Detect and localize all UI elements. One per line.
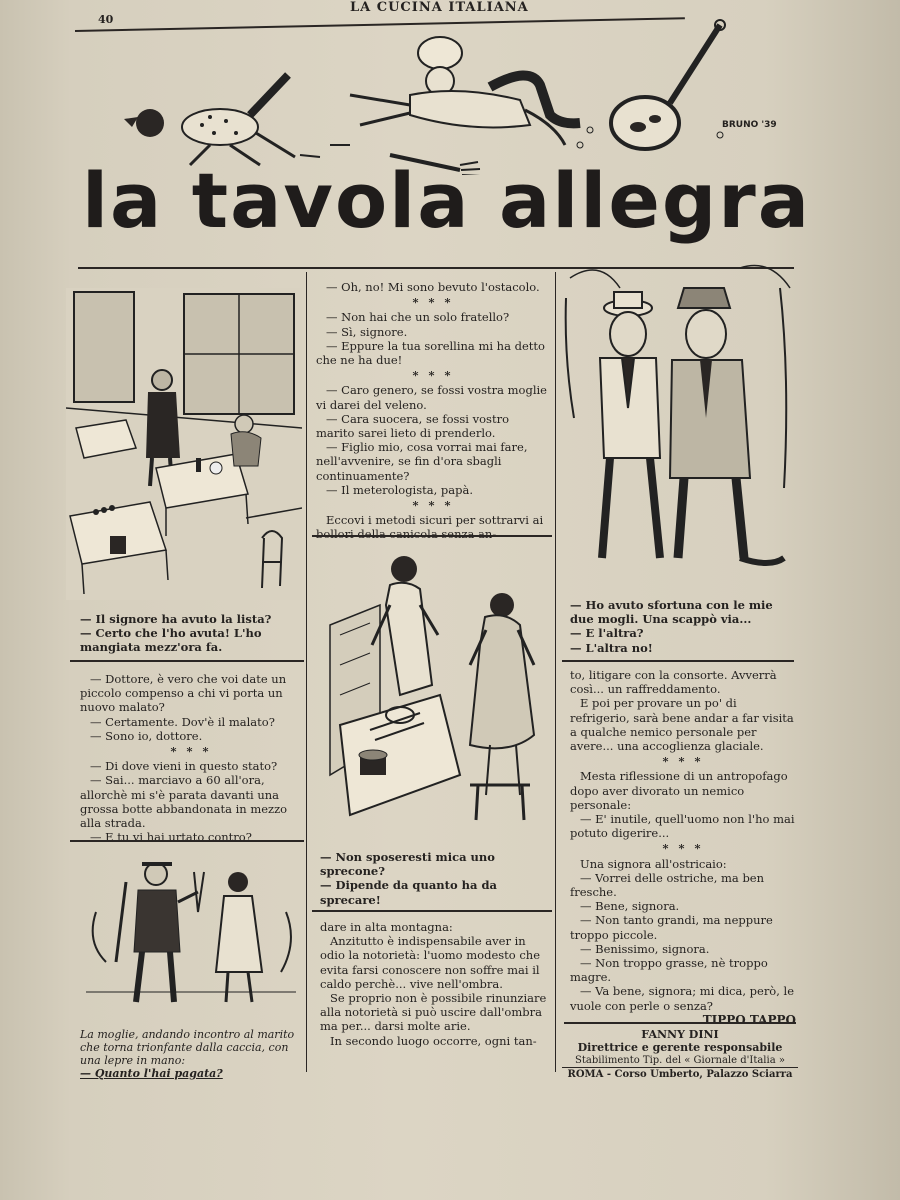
col1-rule-1	[70, 660, 304, 662]
printer-line: Stabilimento Tip. del « Giornale d'Italia »	[575, 1055, 785, 1066]
text-line: — Va bene, signora; mi dica, però, le vuole con perle o senza?	[570, 984, 795, 1013]
caption-line: — Dipende da quanto ha da sprecare!	[320, 878, 497, 907]
text-line: Una signora all'ostricaio:	[580, 856, 727, 871]
col2-bottom-text	[320, 920, 552, 1048]
caption-line: — Il signore ha avuto la lista?	[80, 612, 272, 626]
text-line: — E' inutile, quell'uomo non l'ho mai potuto digerire...	[570, 812, 795, 841]
page-number: 40	[98, 13, 114, 26]
col3-text	[570, 668, 796, 1027]
col2-top-text	[316, 280, 550, 542]
column-rule-1	[306, 272, 307, 1072]
joke-line: — Figlio mio, cosa vorrai mai fare, nell'avvenire, se fin d'ora sbagli continuamente?	[316, 440, 528, 483]
text-line: In secondo luogo occorre, ogni tan-	[330, 1033, 537, 1048]
separator: * * *	[412, 295, 454, 310]
artist-signature: BRUNO '39	[722, 120, 777, 130]
imprint-rule-top	[564, 1022, 796, 1024]
separator: * * *	[662, 754, 704, 769]
text-line: Se proprio non è possibile rinunziare alla notorietà si può uscire dall'ombra ma per... darsi molte arie.	[320, 991, 547, 1034]
joke-line: Eccovi i metodi sicuri per sottrarvi ai bollori della canicola senza an-	[316, 513, 544, 542]
text-line: E poi per provare un po' di refrigerio, sarà bene andar a far visita a qualche nemico personale per avere... una accoglienza glaciale.	[570, 696, 794, 754]
joke-line: — E tu vi hai urtato contro?	[90, 830, 252, 845]
joke-line: — Il meterologista, papà.	[326, 482, 474, 497]
hunter-illustration	[86, 852, 296, 1017]
magazine-name: LA CUCINA ITALIANA	[350, 0, 529, 15]
caption-line: — Certo che l'ho avuta! L'ho mangiata mezz'ora fa.	[80, 626, 262, 655]
hunter-caption	[80, 1028, 302, 1080]
imprint	[562, 1028, 798, 1081]
separator: * * *	[170, 744, 212, 759]
col2-rule-1	[312, 535, 552, 537]
column-rule-2	[555, 272, 556, 1072]
caption-line: — Non sposeresti mica uno sprecone?	[320, 850, 495, 879]
text-line: — Vorrei delle ostriche, ma ben fresche.	[570, 870, 765, 900]
col3-rule-1	[562, 660, 794, 662]
caption-line: — L'altra no!	[570, 640, 653, 655]
joke-line: — Non hai che un solo fratello?	[326, 310, 510, 325]
joke-line: — Sì, signore.	[326, 324, 408, 339]
women-caption	[320, 850, 550, 907]
two-men-illustration	[560, 258, 792, 588]
text-line: Anzitutto è indispensabile aver in odio la notorietà: l'uomo modesto che evita farsi conoscere non soffre mai il caldo perchè... vive nell'ombra.	[320, 934, 540, 991]
col1-rule-2	[70, 840, 304, 842]
caption-line: La moglie, andando incontro al marito che torna trionfante dalla caccia, con una lepre in mano:	[80, 1028, 295, 1067]
joke-line: — Caro genero, se fossi vostra moglie vi darei del veleno.	[316, 383, 547, 412]
joke-line: — Di dove vieni in questo stato?	[90, 759, 278, 774]
page-title: la tavola allegra	[82, 156, 812, 245]
restaurant-caption	[80, 612, 302, 655]
men-caption	[570, 598, 794, 655]
joke-line: — Dottore, è vero che voi date un piccolo compenso a chi vi porta un nuovo malato?	[80, 672, 287, 715]
author-signature: TIPPO TAPPO	[702, 1012, 796, 1027]
editor-name: FANNY DINI	[641, 1028, 719, 1041]
text-line: — Benissimo, signora.	[580, 941, 710, 956]
header-illustration	[110, 15, 790, 175]
joke-line: — Eppure la tua sorellina mi ha detto che ne ha due!	[316, 338, 545, 368]
text-line: Mesta riflessione di un antropofago dopo aver divorato un nemico personale:	[570, 769, 788, 812]
joke-line: — Oh, no! Mi sono bevuto l'ostacolo.	[326, 280, 540, 294]
col2-rule-2	[312, 910, 552, 912]
address-line: ROMA - Corso Umberto, Palazzo Sciarra	[562, 1067, 798, 1081]
caption-punchline: — Quanto l'hai pagata?	[80, 1067, 223, 1080]
text-line: — Non tanto grandi, ma neppure troppo piccole.	[570, 913, 773, 942]
col1-jokes	[80, 672, 302, 844]
editor-role: Direttrice e gerente responsabile	[577, 1041, 783, 1054]
separator: * * *	[412, 368, 454, 383]
text-line: — Non troppo grasse, nè troppo magre.	[570, 956, 768, 985]
restaurant-illustration	[66, 288, 302, 600]
caption-line: — Ho avuto sfortuna con le mie due mogli. Una scappò via...	[570, 598, 773, 627]
women-at-table-illustration	[320, 545, 545, 840]
text-line: dare in alta montagna:	[320, 920, 453, 934]
joke-line: — Cara suocera, se fossi vostro marito sarei lieto di prenderlo.	[316, 411, 510, 441]
text-line: — Bene, signora.	[580, 899, 680, 914]
joke-line: — Certamente. Dov'è il malato?	[90, 714, 275, 729]
separator: * * *	[662, 841, 704, 856]
caption-line: — E l'altra?	[570, 626, 644, 641]
joke-line: — Sai... marciavo a 60 all'ora, allorchè mi s'è parata davanti una grossa botte abbandonata in mezzo alla strada.	[80, 773, 288, 831]
joke-line: — Sono io, dottore.	[90, 728, 203, 743]
separator: * * *	[412, 498, 454, 513]
text-line: to, litigare con la consorte. Avverrà così... un raffreddamento.	[570, 668, 777, 697]
